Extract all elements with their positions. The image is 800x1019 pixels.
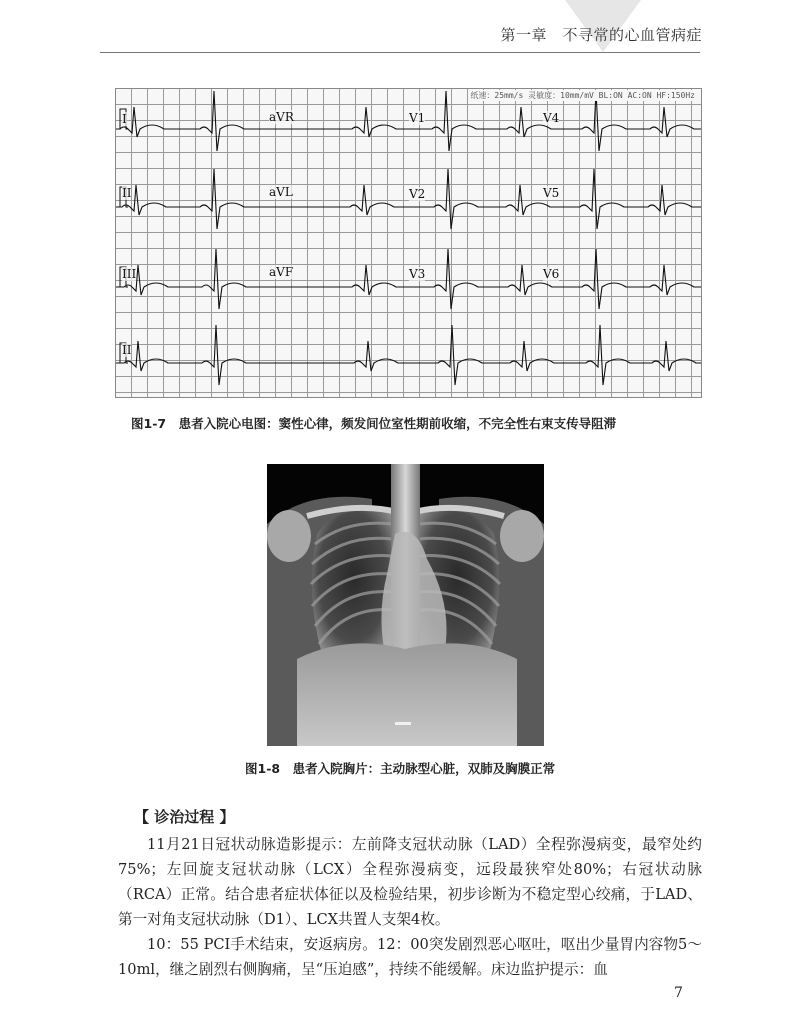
lead-label-aVF: aVF bbox=[269, 265, 294, 279]
lead-label-V1: V1 bbox=[409, 111, 426, 125]
figure-1-7-caption: 图1-7 患者入院心电图：窦性心律，频发间位室性期前收缩，不完全性右束支传导阻滞 bbox=[131, 416, 617, 431]
lead-label-II: II bbox=[122, 186, 132, 200]
lead-label-V6: V6 bbox=[543, 267, 560, 281]
header-rule bbox=[100, 52, 700, 53]
section-title: 【 诊治过程 】 bbox=[134, 808, 235, 826]
ecg-traces bbox=[116, 89, 701, 397]
paragraph: 11月21日冠状动脉造影提示：左前降支冠状动脉（LAD）全程弥漫病变，最窄处约75%；左回旋支冠状动脉（LCX）全程弥漫病变，远段最狭窄处80%；右冠状动脉（RCA）正常。结合患者症状体征以及检验结果，初步诊断为不稳定型心绞痛，于LAD、第一对角支冠状动脉（D1）、LCX共置人支架4枚。 bbox=[118, 836, 702, 928]
lead-label-V3: V3 bbox=[409, 267, 426, 281]
body-text bbox=[118, 832, 702, 982]
lead-label-II-rhythm: II bbox=[122, 343, 132, 357]
page-number: 7 bbox=[674, 985, 683, 1001]
ecg-trace-row-4 bbox=[116, 325, 701, 385]
lead-label-I: I bbox=[122, 112, 127, 126]
lead-label-III: III bbox=[122, 267, 137, 281]
lead-label-V4: V4 bbox=[543, 111, 560, 125]
paragraph: 10：55 PCI手术结束，安返病房。12：00突发剧烈恶心呕吐，呕出少量胃内容物5～10ml，继之剧烈右侧胸痛，呈“压迫感”，持续不能缓解。床边监护提示：血 bbox=[118, 936, 702, 978]
lead-label-V2: V2 bbox=[409, 187, 426, 201]
ecg-figure bbox=[115, 88, 702, 398]
chest-xray-image bbox=[267, 464, 544, 746]
ecg-settings-label: 纸速：25mm/s 灵敏度：10mm/mV BL:ON AC:ON HF:150Hz bbox=[470, 91, 695, 100]
running-header: 第一章 不寻常的心血管病症 bbox=[500, 26, 702, 44]
lead-label-V5: V5 bbox=[543, 186, 560, 200]
figure-1-8-caption: 图1-8 患者入院胸片：主动脉型心脏，双肺及胸膜正常 bbox=[245, 761, 556, 776]
lead-label-aVL: aVL bbox=[269, 185, 293, 199]
lead-label-aVR: aVR bbox=[269, 110, 294, 124]
chest-xray-drawing bbox=[267, 464, 544, 746]
